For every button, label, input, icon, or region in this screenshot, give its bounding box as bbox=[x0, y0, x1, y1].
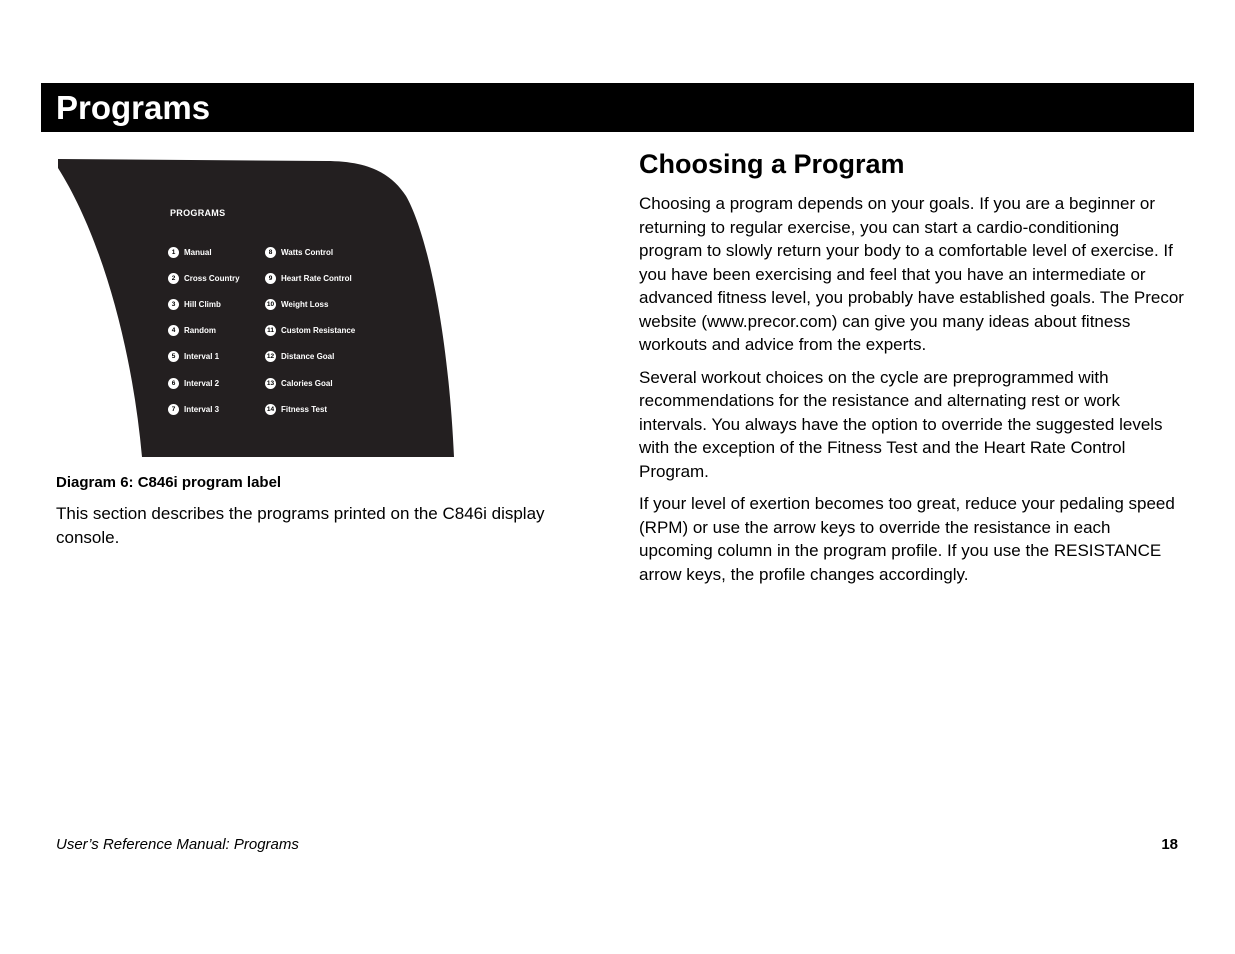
program-number-badge: 11 bbox=[265, 325, 276, 336]
program-item bbox=[168, 265, 240, 291]
program-name: Fitness Test bbox=[281, 404, 328, 414]
program-name: Cross Country bbox=[184, 273, 240, 283]
program-name: Custom Resistance bbox=[281, 326, 356, 336]
title-bar bbox=[41, 83, 1194, 132]
program-number-badge: 8 bbox=[265, 247, 276, 258]
program-name: Weight Loss bbox=[281, 299, 329, 309]
footer-title: User’s Reference Manual: Programs bbox=[56, 836, 299, 853]
program-name: Interval 1 bbox=[184, 352, 220, 362]
program-item bbox=[168, 291, 240, 317]
section-heading: Choosing a Program bbox=[639, 149, 905, 179]
program-item bbox=[168, 396, 240, 422]
body-paragraph: Choosing a program depends on your goals. If you are a beginner or returning to regular exercise, you can start a cardio-conditioning program to slowly return your body to a comfortable level of exercise. If you have been exercising and feel that you have an intermediate or advanced fitness level, you probably have established goals. The Precor website (www.precor.com) can give you many ideas about fitness workouts and advice from the experts. bbox=[639, 194, 1184, 354]
program-list-right bbox=[265, 239, 355, 422]
console-panel-shape bbox=[56, 156, 458, 460]
program-number-badge: 6 bbox=[168, 378, 179, 389]
program-label-diagram bbox=[56, 156, 458, 460]
program-item bbox=[265, 396, 355, 422]
program-number-badge: 4 bbox=[168, 325, 179, 336]
page-number: 18 bbox=[1161, 836, 1178, 853]
program-name: Random bbox=[184, 326, 216, 336]
program-name: Hill Climb bbox=[184, 299, 221, 309]
program-item bbox=[168, 239, 240, 265]
body-paragraph: Several workout choices on the cycle are preprogrammed with recommendations for the resistance and alternating rest or work intervals. You always have the option to override the suggested levels with the exception of the Fitness Test and the Heart Rate Control Program. bbox=[639, 367, 1163, 481]
program-number-badge: 2 bbox=[168, 273, 179, 284]
program-list-left bbox=[168, 239, 240, 422]
program-name: Watts Control bbox=[281, 247, 334, 257]
program-item bbox=[265, 265, 355, 291]
program-item bbox=[265, 370, 355, 396]
program-number-badge: 13 bbox=[266, 379, 275, 387]
program-name: Calories Goal bbox=[281, 378, 333, 388]
program-item bbox=[168, 344, 240, 370]
program-number-badge: 5 bbox=[168, 351, 179, 362]
section-intro-text: This section describes the programs printed on the C846i display console. bbox=[56, 504, 545, 547]
program-number-badge: 1 bbox=[168, 247, 179, 258]
page-title: Programs bbox=[56, 89, 211, 126]
body-paragraph: If your level of exertion becomes too great, reduce your pedaling speed (RPM) or use the arrow keys to override the resistance in each upcoming column in the program profile. If you use the RESISTANCE arrow keys, the profile changes accordingly. bbox=[639, 494, 1175, 584]
program-name: Interval 2 bbox=[184, 378, 220, 388]
program-name: Heart Rate Control bbox=[281, 273, 352, 283]
program-number-badge: 14 bbox=[266, 405, 275, 413]
program-name: Manual bbox=[184, 247, 212, 257]
program-number-badge: 3 bbox=[168, 299, 179, 310]
program-name: Interval 3 bbox=[184, 404, 220, 414]
program-number-badge: 9 bbox=[265, 273, 276, 284]
diagram-caption: Diagram 6: C846i program label bbox=[56, 474, 282, 491]
program-item bbox=[265, 318, 355, 344]
right-column bbox=[639, 145, 1184, 595]
program-item bbox=[168, 318, 240, 344]
program-item bbox=[265, 239, 355, 265]
console-heading: PROGRAMS bbox=[170, 208, 226, 218]
program-name: Distance Goal bbox=[281, 352, 335, 362]
program-number-badge: 7 bbox=[168, 404, 179, 415]
program-item bbox=[168, 370, 240, 396]
program-number-badge: 10 bbox=[266, 300, 275, 308]
program-item bbox=[265, 344, 355, 370]
program-item bbox=[265, 291, 355, 317]
program-number-badge: 12 bbox=[266, 353, 275, 361]
